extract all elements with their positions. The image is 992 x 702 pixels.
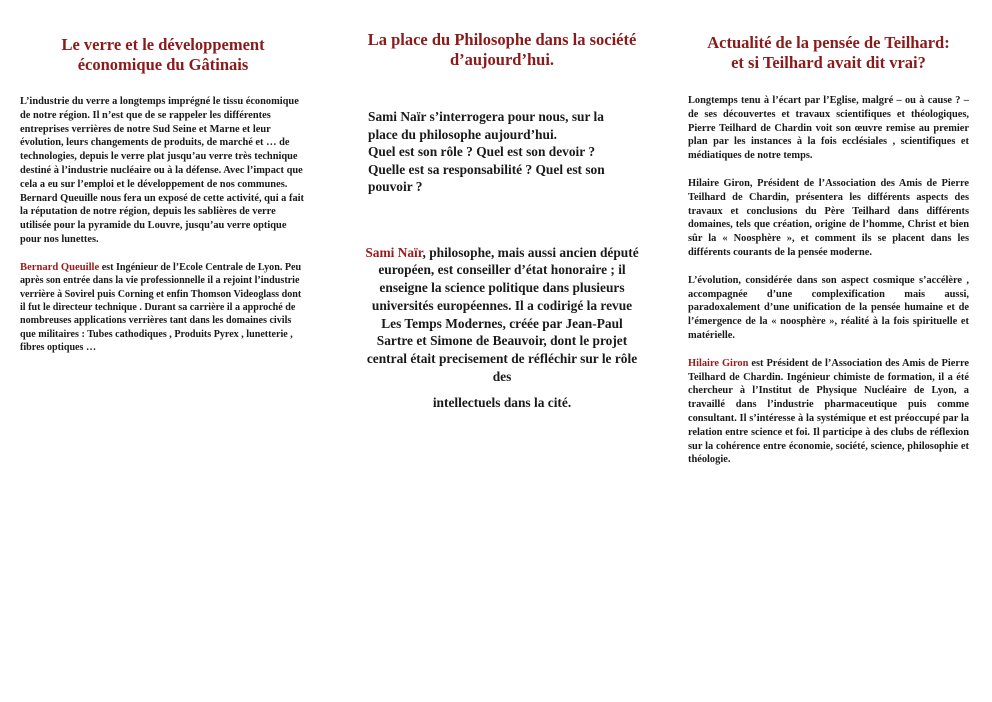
middle-questions xyxy=(364,108,626,196)
right-speaker-paragraph: Hilaire Giron, Président de l’Association des Amis de Pierre Teilhard de Chardin, présentera les différents aspects des travaux et conclusions du Père Teilhard dans différents domaines, tels que création, origine de l’homme, Christ et bien sûr la « Noosphère », et comment ils se placent dans les différents courants de la pensée moderne. xyxy=(688,177,969,258)
left-bio-text: est Ingénieur de l’Ecole Centrale de Lyon. Peu après son entrée dans la vie professionnelle il a rejoint l’industrie verrière à Sovirel puis Corning et enfin Thomson Videoglass dont il fut le directeur technique . Durant sa carrière il a approché de nombreuses applications verrières tant dans les domaines civils que militaires : Tubes cathodiques , Produits Pyrex , lunetterie , fibres optiques … xyxy=(20,261,302,354)
right-bio-text: est Président de l’Association des Amis de Pierre Teilhard de Chardin. Ingénieur chimiste de formation, il a été chercheur à l’Institut de Physique Nucléaire de Lyon, a travaillé dans l’industrie pharmaceutique puis comme consultant. Il s’intéresse à la systémique et est préoccupé par la relation entre science et foi. Il participe à des clubs de réflexion sur la cohérence entre économie, société, science, philosophie et théologie. xyxy=(688,357,969,466)
middle-question-role: Quel est son rôle ? Quel est son devoir ? xyxy=(368,144,596,159)
right-column xyxy=(688,0,969,467)
right-intro-paragraph: Longtemps tenu à l’écart par l’Eglise, malgré – ou à cause ? – de ses découvertes et travaux scientifiques et théologiques, Pierre Teilhard de Chardin voit son œuvre remise au premier plan par les instances à la fois ecclésiales , scientifiques et médiatiques de notre temps. xyxy=(688,95,969,162)
middle-question-responsibility: Quelle est sa responsabilité ? Quel est son pouvoir ? xyxy=(368,161,605,194)
middle-bio-paragraph xyxy=(364,244,640,386)
middle-bio-last-line: intellectuels dans la cité. xyxy=(432,394,572,410)
middle-title-line2: d’aujourd’hui. xyxy=(449,50,555,69)
left-title-line2: économique du Gâtinais xyxy=(77,55,249,74)
left-bio-paragraph xyxy=(20,261,306,355)
left-title xyxy=(20,35,306,75)
middle-title xyxy=(364,30,640,70)
right-title-line2: et si Teilhard avait dit vrai? xyxy=(731,53,926,72)
middle-question-intro: Sami Naïr s’interrogera pour nous, sur la place du philosophe aujourd’hui. xyxy=(368,109,604,142)
middle-column xyxy=(364,0,640,412)
left-speaker-paragraph: Bernard Queuille nous fera un exposé de cette activité, qui a fait la réputation de notre région, depuis les sablières de verre utilisée pour la pyramide du Louvre, jusqu’au verre optique pour nos lunettes. xyxy=(20,192,304,245)
middle-bio-name: Sami Naïr xyxy=(365,244,423,260)
right-bio-paragraph xyxy=(688,357,969,467)
left-column xyxy=(20,0,306,355)
right-bio-name: Hilaire Giron xyxy=(688,357,749,369)
right-title-line1: Actualité de la pensée de Teilhard: xyxy=(707,33,950,52)
left-title-line1: Le verre et le développement xyxy=(61,35,265,54)
middle-bio-text: , philosophe, mais aussi ancien député européen, est conseiller d’état honoraire ; il enseigne la science politique dans plusieurs universités européennes. Il a codirigé la revue Les Temps Modernes, créée par Jean-Paul Sartre et Simone de Beauvoir, dont le projet central était precisement de réfléchir sur le rôle des xyxy=(366,244,639,385)
left-bio-name: Bernard Queuille xyxy=(20,261,100,273)
right-evolution-paragraph: L’évolution, considérée dans son aspect cosmique s’accélère , accompagnée d’une complexification mais aussi, paradoxalement d’une unification de la pensée humaine et de l’émergence de la « noosphère », réalité à la fois spirituelle et matérielle. xyxy=(688,274,969,341)
middle-title-line1: La place du Philosophe dans la société xyxy=(367,30,637,49)
right-title xyxy=(688,33,969,73)
left-intro-paragraph: L’industrie du verre a longtemps imprégné le tissu économique de notre région. Il n’est que de se rappeler les différentes entreprises verrières de notre Sud Seine et Marne et leur évolution, leurs changements de produits, de marché et … de technologies, depuis le verre plat jusqu’au verre très technique destiné à l’industrie nucléaire ou à la défense. Avec l’impact que cela a eu sur l’emploi et le développement de nos communes. xyxy=(20,96,303,190)
